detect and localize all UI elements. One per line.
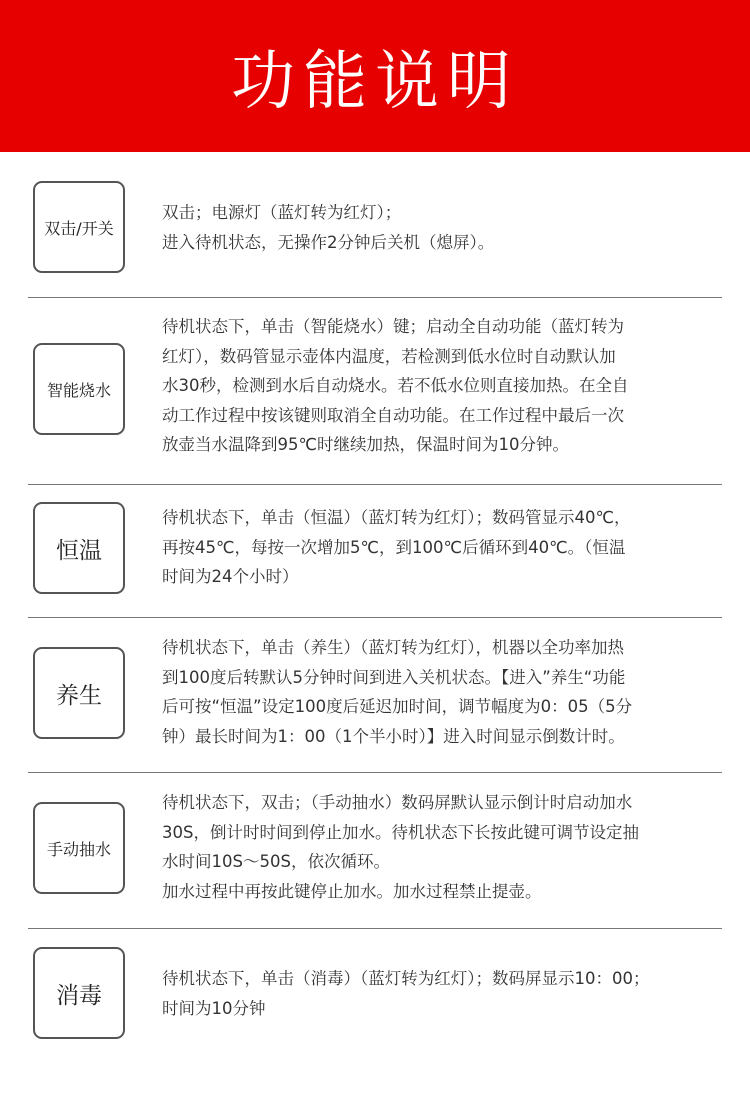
desc-line: 加水过程中再按此键停止加水。加水过程禁止提壶。: [162, 881, 542, 901]
header-banner: [0, 0, 750, 152]
page-title: 功能说明: [231, 45, 519, 119]
manual-pump-button[interactable]: 手动抽水: [33, 802, 125, 894]
divider: [28, 928, 722, 929]
desc-line: 待机状态下，双击；（手动抽水）数码屏默认显示倒计时启动加水: [162, 793, 633, 812]
desc-line: 进入待机状态，无操作2分钟后关机（熄屏）。: [162, 232, 495, 252]
desc-line: 30S，倒计时时间到停止加水。待机状态下长按此键可调节设定抽: [162, 822, 639, 842]
desc-line: 时间为10分钟: [162, 998, 266, 1018]
sterilize-description: [162, 964, 722, 1023]
desc-line: 动工作过程中按该键则取消全自动功能。在工作过程中最后一次: [162, 405, 624, 425]
desc-line: 水时间10S～50S，依次循环。: [162, 852, 390, 871]
smart-boil-description: [162, 312, 722, 460]
sterilize-button[interactable]: 消毒: [33, 947, 125, 1039]
divider: [28, 617, 722, 618]
desc-line: 后可按“恒温”设定100度后延迟加时间，调节幅度为0：05（5分: [162, 697, 633, 716]
desc-line: 水30秒，检测到水后自动烧水。若不低水位则直接加热。在全自: [162, 376, 629, 395]
desc-line: 到100度后转默认5分钟时间到进入关机状态。【进入”养生“功能: [162, 667, 626, 687]
desc-line: 待机状态下，单击（智能烧水）键；启动全自动功能（蓝灯转为: [162, 317, 624, 336]
constant-temp-description: [162, 503, 722, 592]
desc-line: 待机状态下，单击（养生）（蓝灯转为红灯），机器以全功率加热: [162, 638, 624, 657]
desc-line: 双击；电源灯（蓝灯转为红灯）；: [162, 203, 402, 222]
desc-line: 待机状态下，单击（消毒）（蓝灯转为红灯）；数码屏显示10：00；: [162, 969, 650, 988]
divider: [28, 772, 722, 773]
manual-pump-description: [162, 788, 722, 906]
desc-line: 时间为24个小时）: [162, 567, 299, 586]
desc-line: 钟）最长时间为1：00（1个半小时）】进入时间显示倒数计时。: [162, 726, 625, 746]
health-mode-button[interactable]: 养生: [33, 647, 125, 739]
desc-line: 再按45℃，每按一次增加5℃，到100℃后循环到40℃。（恒温: [162, 537, 626, 557]
desc-line: 放壶当水温降到95℃时继续加热，保温时间为10分钟。: [162, 435, 570, 454]
desc-line: 待机状态下，单击（恒温）（蓝灯转为红灯）；数码管显示40℃，: [162, 508, 631, 527]
desc-line: 红灯），数码管显示壶体内温度，若检测到低水位时自动默认加: [162, 346, 616, 366]
divider: [28, 484, 722, 485]
smart-boil-button[interactable]: 智能烧水: [33, 343, 125, 435]
power-toggle-description: [162, 198, 722, 257]
health-mode-description: [162, 633, 722, 751]
constant-temp-button[interactable]: 恒温: [33, 502, 125, 594]
power-toggle-button[interactable]: 双击/开关: [33, 181, 125, 273]
divider: [28, 297, 722, 298]
